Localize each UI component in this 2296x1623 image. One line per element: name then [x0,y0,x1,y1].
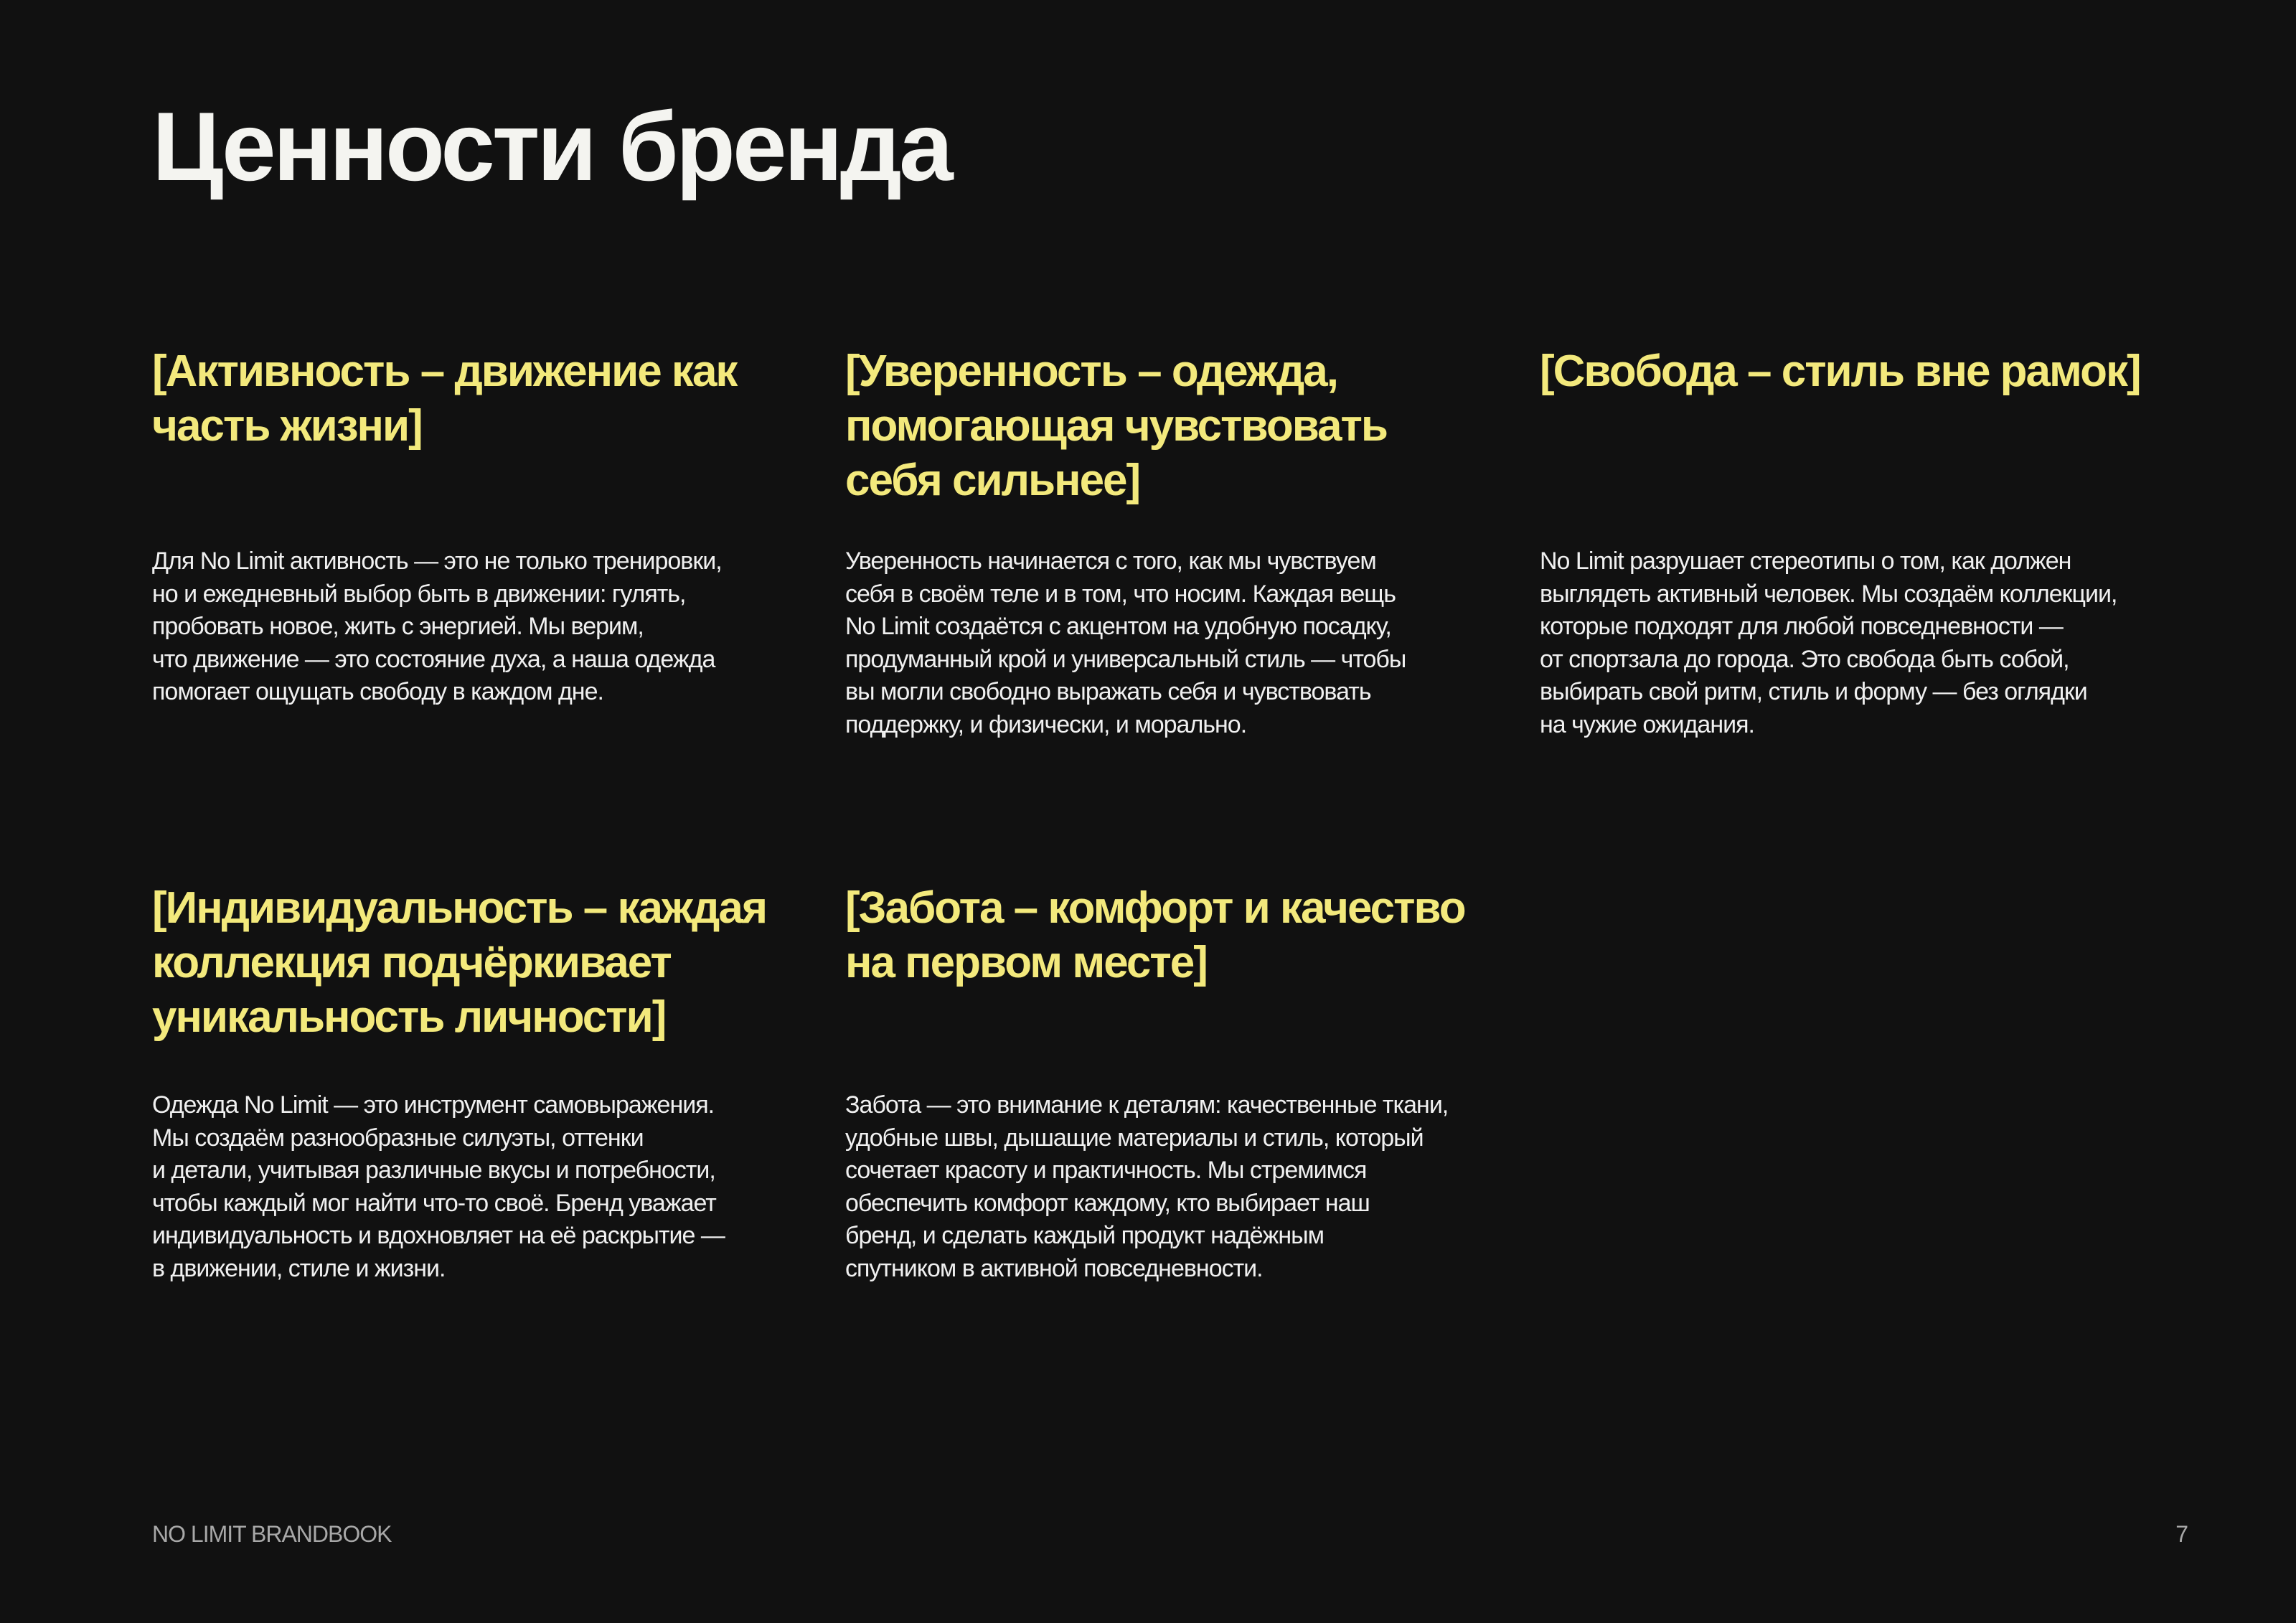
body-line: выбирать свой ритм, стиль и форму — без оглядки [1540,678,2087,705]
value-card-individuality [152,881,812,1282]
body-line: в движении, стиле и жизни. [152,1254,446,1282]
heading-line: коллекция подчёркивает [152,938,671,987]
body-line: помогает ощущать свободу в каждом дне. [152,678,603,705]
value-description [845,1089,1448,1285]
body-line: выглядеть активный человек. Мы создаём коллекции, [1540,580,2117,608]
value-heading [152,344,812,453]
body-line: чтобы каждый мог найти что-то своё. Бренд уважает [152,1189,716,1217]
body-line: вы могли свободно выражать себя и чувствовать [845,678,1371,705]
heading-line: [Забота – комфорт и качество [845,883,1465,933]
value-card-activity [152,344,812,705]
body-line: себя в своём теле и в том, что носим. Каждая вещь [845,580,1396,608]
heading-line: [Уверенность – одежда, [845,347,1337,396]
value-card-confidence [845,344,1505,738]
body-line: No Limit создаётся с акцентом на удобную посадку, [845,613,1391,640]
heading-line: [Индивидуальность – каждая [152,883,766,933]
heading-line: уникальность личности] [152,992,666,1042]
body-line: индивидуальность и вдохновляет на её раскрытие — [152,1222,725,1249]
value-heading [845,344,1505,508]
body-line: от спортзала до города. Это свобода быть собой, [1540,645,2069,673]
value-heading [1540,344,2200,399]
body-line: но и ежедневный выбор быть в движении: гулять, [152,580,686,608]
value-card-freedom [1540,344,2200,738]
value-description [152,545,722,709]
heading-line: помогающая чувствовать [845,401,1387,451]
body-line: что движение — это состояние духа, а наша одежда [152,645,715,673]
body-line: обеспечить комфорт каждому, кто выбирает наш [845,1189,1370,1217]
body-line: Забота — это внимание к деталям: качественные ткани, [845,1091,1449,1119]
body-line: спутником в активной повседневности. [845,1254,1263,1282]
heading-line: на первом месте] [845,938,1207,987]
value-description [152,1089,725,1285]
value-heading [845,881,1505,990]
heading-line: себя сильнее] [845,456,1140,505]
body-line: Уверенность начинается с того, как мы чувствуем [845,547,1376,575]
body-line: сочетает красоту и практичность. Мы стремимся [845,1157,1367,1184]
page-title: Ценности бренда [152,92,951,201]
body-line: Одежда No Limit — это инструмент самовыражения. [152,1091,715,1119]
body-line: Мы создаём разнообразные силуэты, оттенки [152,1124,644,1152]
body-line: No Limit разрушает стереотипы о том, как должен [1540,547,2071,575]
footer-brand: NO LIMIT BRANDBOOK [152,1521,392,1547]
body-line: и детали, учитывая различные вкусы и потребности, [152,1157,715,1184]
page-number: 7 [2175,1521,2188,1547]
value-heading [152,881,812,1045]
value-card-care [845,881,1505,1282]
heading-line: [Свобода – стиль вне рамок] [1540,347,2140,396]
value-description [1540,545,2117,741]
body-line: на чужие ожидания. [1540,710,1754,738]
heading-line: [Активность – движение как [152,347,737,396]
body-line: пробовать новое, жить с энергией. Мы верим, [152,613,644,640]
body-line: бренд, и сделать каждый продукт надёжным [845,1222,1324,1249]
body-line: поддержку, и физически, и морально. [845,710,1247,738]
heading-line: часть жизни] [152,401,422,451]
body-line: Для No Limit активность — это не только тренировки, [152,547,722,575]
value-description [845,545,1406,741]
body-line: которые подходят для любой повседневности — [1540,613,2063,640]
body-line: продуманный крой и универсальный стиль — чтобы [845,645,1406,673]
body-line: удобные швы, дышащие материалы и стиль, который [845,1124,1424,1152]
